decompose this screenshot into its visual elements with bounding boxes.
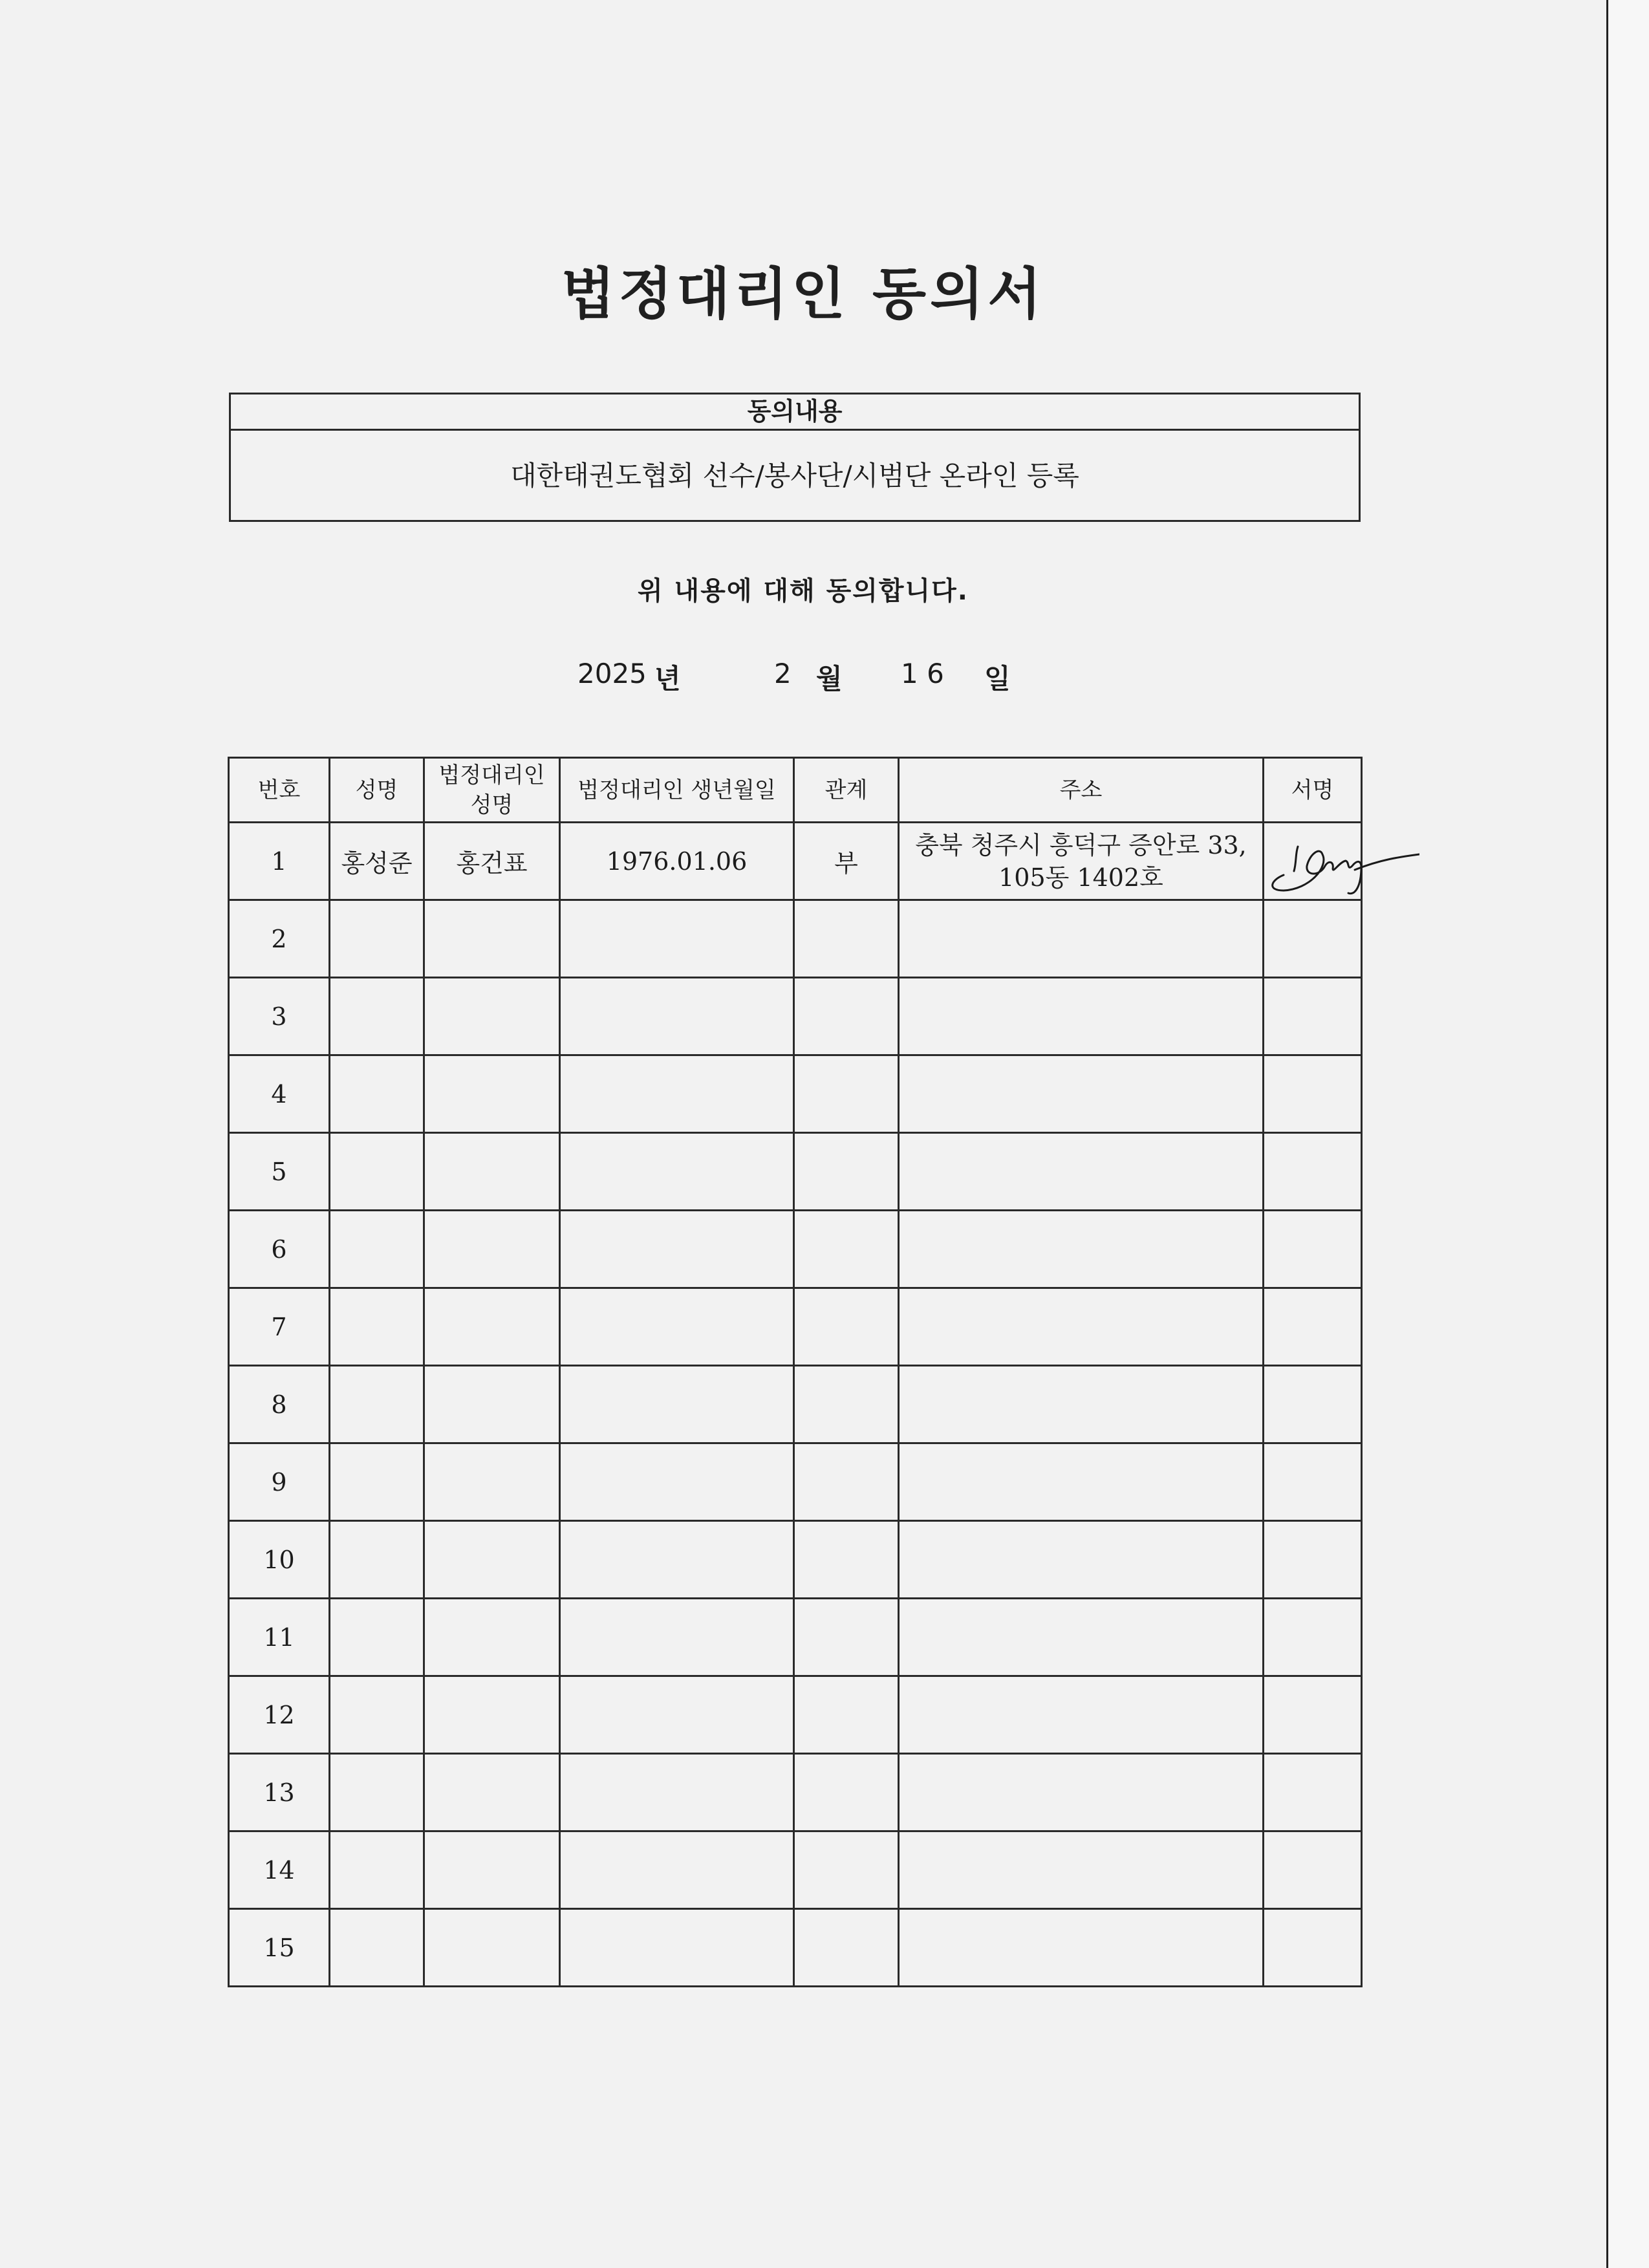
row-guardian-birth-cell: 1976.01.06 <box>560 823 794 900</box>
row-address-cell <box>899 1366 1264 1443</box>
row-guardian-name-cell <box>424 1754 560 1831</box>
row-guardian-birth-cell <box>560 1599 794 1676</box>
row-guardian-name-cell <box>424 1366 560 1443</box>
row-guardian-name-cell <box>424 1521 560 1599</box>
header-signature: 서명 <box>1264 758 1362 823</box>
table-row <box>229 1831 1362 1909</box>
row-guardian-birth-cell <box>560 1211 794 1288</box>
row-address-cell <box>899 1443 1264 1521</box>
row-signature-cell <box>1264 823 1362 900</box>
row-no-cell: 9 <box>229 1443 330 1521</box>
row-name-cell <box>330 1521 424 1599</box>
row-name-cell <box>330 1055 424 1133</box>
row-guardian-birth-cell <box>560 1055 794 1133</box>
table-row <box>229 1521 1362 1599</box>
row-name-cell <box>330 1754 424 1831</box>
scan-edge <box>1606 0 1649 2268</box>
row-address-cell <box>899 1909 1264 1987</box>
table-header-row <box>229 758 1362 823</box>
row-relation-cell <box>794 978 899 1055</box>
row-no-cell: 13 <box>229 1754 330 1831</box>
row-relation-cell <box>794 1133 899 1211</box>
row-signature-cell <box>1264 1676 1362 1754</box>
row-signature-cell <box>1264 978 1362 1055</box>
table-row <box>229 1443 1362 1521</box>
guardian-table <box>228 757 1363 1987</box>
row-no-cell: 2 <box>229 900 330 978</box>
consent-box <box>229 393 1361 522</box>
date-day-label: 일 <box>984 663 1011 695</box>
row-no-cell: 6 <box>229 1211 330 1288</box>
row-guardian-birth-cell <box>560 1831 794 1909</box>
row-name-cell <box>330 1366 424 1443</box>
row-name-cell <box>330 1676 424 1754</box>
row-relation-cell <box>794 1521 899 1599</box>
row-name-cell <box>330 1288 424 1366</box>
row-no-cell: 8 <box>229 1366 330 1443</box>
row-signature-cell <box>1264 1599 1362 1676</box>
header-no: 번호 <box>229 758 330 823</box>
row-address-cell <box>899 1055 1264 1133</box>
row-signature-cell <box>1264 900 1362 978</box>
row-address-cell <box>899 900 1264 978</box>
table-row <box>229 1366 1362 1443</box>
row-no-cell: 15 <box>229 1909 330 1987</box>
row-guardian-name-cell <box>424 978 560 1055</box>
row-guardian-birth-cell <box>560 1521 794 1599</box>
row-guardian-name-cell <box>424 1831 560 1909</box>
row-relation-cell <box>794 1366 899 1443</box>
row-address-cell <box>899 978 1264 1055</box>
table-row <box>229 1133 1362 1211</box>
row-guardian-birth-cell <box>560 1676 794 1754</box>
row-signature-cell <box>1264 1831 1362 1909</box>
address-line-2: 105동 1402호 <box>998 863 1163 892</box>
row-guardian-birth-cell <box>560 1443 794 1521</box>
row-no-cell: 14 <box>229 1831 330 1909</box>
row-guardian-birth-cell <box>560 900 794 978</box>
row-relation-cell <box>794 1909 899 1987</box>
row-name-cell <box>330 1831 424 1909</box>
row-address-cell <box>899 1754 1264 1831</box>
row-relation-cell <box>794 1754 899 1831</box>
row-signature-cell <box>1264 1909 1362 1987</box>
header-guardian-name: 법정대리인 성명 <box>424 758 560 823</box>
row-name-cell <box>330 1599 424 1676</box>
row-guardian-birth-cell <box>560 1909 794 1987</box>
row-name-cell <box>330 1133 424 1211</box>
table-row <box>229 1909 1362 1987</box>
row-relation-cell <box>794 1288 899 1366</box>
row-guardian-name-cell <box>424 1909 560 1987</box>
row-guardian-name-cell <box>424 1211 560 1288</box>
document-title: 법정대리인 동의서 <box>561 262 1046 327</box>
table-row <box>229 1055 1362 1133</box>
table-row <box>229 1288 1362 1366</box>
date-year: 2025 <box>577 658 647 689</box>
row-name-cell <box>330 1909 424 1987</box>
row-no-cell: 5 <box>229 1133 330 1211</box>
header-relation: 관계 <box>794 758 899 823</box>
row-address-cell <box>899 1288 1264 1366</box>
row-address-cell <box>899 1133 1264 1211</box>
row-guardian-name-cell <box>424 900 560 978</box>
row-guardian-birth-cell <box>560 1133 794 1211</box>
row-signature-cell <box>1264 1211 1362 1288</box>
table-row <box>229 1599 1362 1676</box>
table-row <box>229 1754 1362 1831</box>
row-address-cell <box>899 1521 1264 1599</box>
date-year-label: 년 <box>654 663 681 695</box>
header-name: 성명 <box>330 758 424 823</box>
row-address-cell <box>899 823 1264 900</box>
row-signature-cell <box>1264 1521 1362 1599</box>
address-line-1: 충북 청주시 흥덕구 증안로 33, <box>915 830 1247 859</box>
row-no-cell: 7 <box>229 1288 330 1366</box>
row-signature-cell <box>1264 1754 1362 1831</box>
row-relation-cell: 부 <box>794 823 899 900</box>
consent-box-content: 대한태권도협회 선수/봉사단/시범단 온라인 등록 <box>510 460 1079 491</box>
row-guardian-birth-cell <box>560 1288 794 1366</box>
row-name-cell <box>330 1443 424 1521</box>
row-signature-cell <box>1264 1443 1362 1521</box>
date-day: 1 6 <box>901 658 944 689</box>
row-address-cell <box>899 1211 1264 1288</box>
table-row <box>229 1676 1362 1754</box>
row-name-cell <box>330 900 424 978</box>
row-no-cell: 11 <box>229 1599 330 1676</box>
row-signature-cell <box>1264 1133 1362 1211</box>
row-guardian-birth-cell <box>560 1366 794 1443</box>
row-name-cell <box>330 1211 424 1288</box>
table-row <box>229 900 1362 978</box>
header-address: 주소 <box>899 758 1264 823</box>
row-guardian-birth-cell <box>560 1754 794 1831</box>
agreement-statement: 위 내용에 대해 동의합니다. <box>637 576 969 606</box>
table-row <box>229 1211 1362 1288</box>
row-signature-cell <box>1264 1366 1362 1443</box>
row-signature-cell <box>1264 1055 1362 1133</box>
row-address-cell <box>899 1599 1264 1676</box>
row-no-cell: 4 <box>229 1055 330 1133</box>
row-no-cell: 3 <box>229 978 330 1055</box>
table-row <box>229 978 1362 1055</box>
row-relation-cell <box>794 1831 899 1909</box>
row-guardian-name-cell <box>424 1055 560 1133</box>
row-relation-cell <box>794 1676 899 1754</box>
row-name-cell <box>330 978 424 1055</box>
row-guardian-name-cell: 홍건표 <box>424 823 560 900</box>
row-guardian-name-cell <box>424 1599 560 1676</box>
row-signature-cell <box>1264 1288 1362 1366</box>
row-relation-cell <box>794 1211 899 1288</box>
handwritten-signature <box>1258 828 1419 900</box>
row-guardian-name-cell <box>424 1676 560 1754</box>
row-no-cell: 10 <box>229 1521 330 1599</box>
row-no-cell: 12 <box>229 1676 330 1754</box>
row-relation-cell <box>794 1599 899 1676</box>
row-name-cell: 홍성준 <box>330 823 424 900</box>
row-address-cell <box>899 1676 1264 1754</box>
row-guardian-name-cell <box>424 1288 560 1366</box>
row-guardian-birth-cell <box>560 978 794 1055</box>
row-guardian-name-cell <box>424 1133 560 1211</box>
row-relation-cell <box>794 1055 899 1133</box>
row-address-cell <box>899 1831 1264 1909</box>
row-relation-cell <box>794 1443 899 1521</box>
row-guardian-name-cell <box>424 1443 560 1521</box>
date-month-label: 월 <box>816 663 843 695</box>
consent-box-header: 동의내용 <box>231 394 1359 431</box>
date-month: 2 <box>774 658 792 689</box>
table-row <box>229 823 1362 900</box>
row-no-cell: 1 <box>229 823 330 900</box>
header-guardian-birth: 법정대리인 생년월일 <box>560 758 794 823</box>
row-relation-cell <box>794 900 899 978</box>
